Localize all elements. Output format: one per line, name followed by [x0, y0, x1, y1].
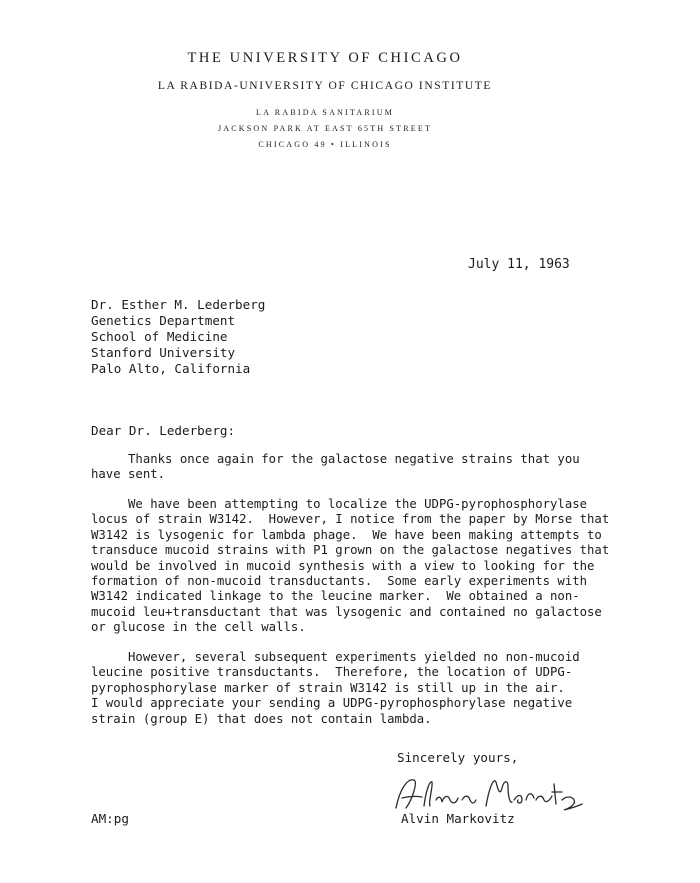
recipient-line: Palo Alto, California: [91, 361, 251, 376]
salutation: Dear Dr. Lederberg:: [91, 423, 236, 438]
handwritten-signature: [386, 770, 586, 816]
paragraph-line: W3142 is lysogenic for lambda phage. We have been making attempts to: [91, 527, 602, 542]
letterhead-sanitarium: LA RABIDA SANITARIUM: [255, 108, 395, 117]
paragraph-line: Thanks once again for the galactose negative strains that you: [91, 452, 580, 466]
paragraph-line: strain (group E) that does not contain lambda.: [91, 711, 432, 726]
paragraph-line: would be involved in mucoid synthesis with a view to looking for the: [91, 558, 595, 573]
paragraph-line: However, several subsequent experiments yielded no non-mucoid: [91, 650, 580, 664]
body-paragraph-3: [91, 650, 631, 727]
paragraph-line: mucoid leu+transductant that was lysogenic and contained no galactose: [91, 604, 602, 619]
paragraph-line: transduce mucoid strains with P1 grown on the galactose negatives that: [91, 543, 610, 558]
paragraph-line: We have been attempting to localize the UDPG-pyrophosphorylase: [91, 497, 588, 511]
recipient-line: Stanford University: [91, 345, 236, 360]
typist-initials: AM:pg: [91, 811, 129, 826]
letterhead-institute: LA RABIDA-UNIVERSITY OF CHICAGO INSTITUTE: [157, 80, 493, 92]
paragraph-line: locus of strain W3142. However, I notice from the paper by Morse that: [91, 512, 610, 527]
letter-date: July 11, 1963: [468, 257, 570, 272]
closing: Sincerely yours,: [397, 750, 519, 765]
paragraph-line: leucine positive transductants. Therefore, the location of UDPG-: [91, 665, 573, 680]
body-paragraph-2: [91, 497, 631, 636]
letterhead-university: THE UNIVERSITY OF CHICAGO: [187, 50, 463, 66]
letterhead-city: CHICAGO 49 • ILLINOIS: [258, 140, 392, 149]
paragraph-line: W3142 indicated linkage to the leucine marker. We obtained a non-: [91, 589, 580, 604]
paragraph-line: pyrophosphorylase marker of strain W3142 is still up in the air.: [91, 680, 565, 695]
recipient-address: [91, 297, 265, 377]
paragraph-line: or glucose in the cell walls.: [91, 620, 306, 635]
recipient-line: Dr. Esther M. Lederberg: [91, 297, 266, 312]
paragraph-line: I would appreciate your sending a UDPG-pyrophosphorylase negative: [91, 696, 573, 711]
body-paragraph-1: [91, 452, 631, 483]
letterhead-street: JACKSON PARK AT EAST 65TH STREET: [217, 124, 433, 133]
recipient-line: Genetics Department: [91, 313, 236, 328]
recipient-line: School of Medicine: [91, 329, 228, 344]
paragraph-line: have sent.: [91, 467, 166, 482]
signer-name: Alvin Markovitz: [401, 811, 515, 826]
paragraph-line: formation of non-mucoid transductants. Some early experiments with: [91, 574, 588, 589]
